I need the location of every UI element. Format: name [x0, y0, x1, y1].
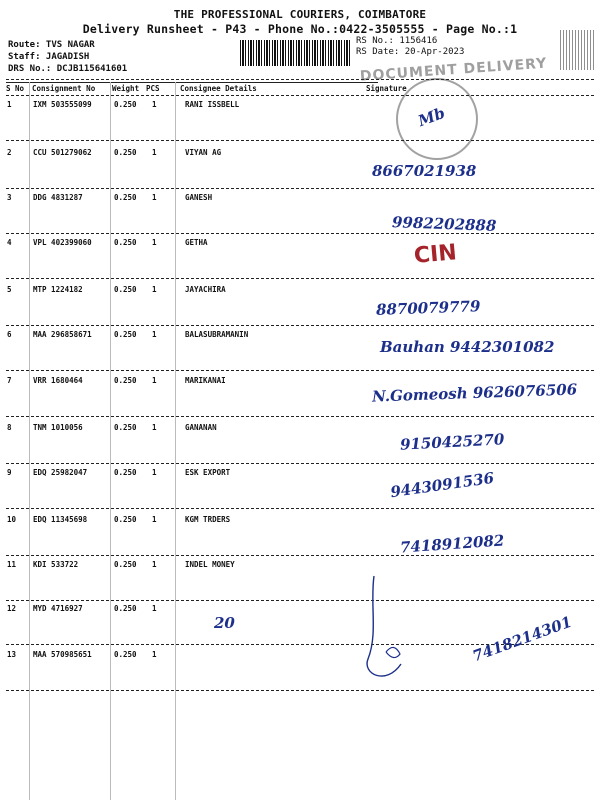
table-row: [0, 423, 600, 469]
col-consignment-header: Consignment No: [32, 84, 96, 93]
row-signature-note: 20: [214, 614, 235, 632]
row-signature-note: Mb: [415, 103, 448, 131]
col-weight-header: Weight: [112, 84, 140, 93]
row-signature-note: 9150425270: [399, 430, 505, 454]
row-sno: 9: [7, 468, 12, 477]
corner-barcode-image: [560, 30, 594, 70]
row-signature-note: Bauhan 9442301082: [380, 338, 555, 356]
row-weight: 0.250: [114, 604, 137, 613]
row-divider: [6, 370, 594, 371]
row-signature-note: N.Gomeosh 9626076506: [371, 380, 578, 406]
col-consignee-header: Consignee Details: [180, 84, 257, 93]
table-row: [0, 330, 600, 376]
row-weight: 0.250: [114, 376, 137, 385]
row-pcs: 1: [152, 376, 157, 385]
table-row: [0, 193, 600, 239]
row-divider: [6, 600, 594, 601]
row-sno: 10: [7, 515, 17, 524]
table-row: [0, 148, 600, 194]
col-pcs-header: PCS: [146, 84, 160, 93]
row-pcs: 1: [152, 560, 157, 569]
row-signature-note: 9982202888: [391, 213, 497, 235]
row-pcs: 1: [152, 100, 157, 109]
barcode-image: [240, 40, 352, 66]
row-consignee: GANESH: [185, 193, 213, 202]
header-rule: [6, 82, 378, 83]
table-row: [0, 515, 600, 561]
row-pcs: 1: [152, 193, 157, 202]
row-signature-note: 8870079779: [375, 297, 481, 319]
row-consignment: MAA 296858671: [33, 330, 92, 339]
row-consignment: EDQ 11345698: [33, 515, 88, 524]
row-consignee: JAYACHIRA: [185, 285, 226, 294]
row-consignee: KGM TRDERS: [185, 515, 231, 524]
row-signature-note: 7418912082: [399, 531, 505, 557]
table-row: [0, 100, 600, 146]
rs-date: RS Date: 20-Apr-2023: [356, 47, 465, 57]
row-sno: 13: [7, 650, 17, 659]
row-divider: [6, 508, 594, 509]
row-divider: [6, 188, 594, 189]
row-weight: 0.250: [114, 423, 137, 432]
row-divider: [6, 233, 594, 234]
staff-label: Staff: JAGADISH: [8, 52, 90, 62]
row-sno: 1: [7, 100, 12, 109]
row-pcs: 1: [152, 330, 157, 339]
row-consignment: IXM 503555099: [33, 100, 92, 109]
row-consignee: VIYAN AG: [185, 148, 222, 157]
row-pcs: 1: [152, 423, 157, 432]
col-signature-header: Signature: [366, 84, 407, 93]
row-consignee: GANANAN: [185, 423, 217, 432]
row-consignment: VPL 402399060: [33, 238, 92, 247]
row-sno: 8: [7, 423, 12, 432]
row-consignee: GETHA: [185, 238, 208, 247]
rs-number: RS No.: 1156416: [356, 36, 438, 46]
row-weight: 0.250: [114, 100, 137, 109]
row-consignee: ESK EXPORT: [185, 468, 231, 477]
row-weight: 0.250: [114, 148, 137, 157]
row-consignment: MYD 4716927: [33, 604, 83, 613]
table-row: [0, 376, 600, 422]
row-pcs: 1: [152, 650, 157, 659]
row-divider: [6, 416, 594, 417]
row-divider: [6, 555, 594, 556]
row-pcs: 1: [152, 515, 157, 524]
row-pcs: 1: [152, 285, 157, 294]
route-label: Route: TVS NAGAR: [8, 40, 95, 50]
row-weight: 0.250: [114, 238, 137, 247]
row-consignment: KDI 533722: [33, 560, 79, 569]
row-signature-note: 7418214301: [470, 612, 575, 666]
row-weight: 0.250: [114, 330, 137, 339]
table-row: [0, 285, 600, 331]
delivery-stamp: DOCUMENT DELIVERY: [359, 55, 548, 85]
col-sno-header: S No: [6, 84, 25, 93]
row-weight: 0.250: [114, 193, 137, 202]
row-consignment: TNM 1010056: [33, 423, 83, 432]
row-consignment: EDQ 25982047: [33, 468, 88, 477]
row-weight: 0.250: [114, 560, 137, 569]
row-consignment: CCU 501279062: [33, 148, 92, 157]
row-sno: 6: [7, 330, 12, 339]
row-pcs: 1: [152, 148, 157, 157]
table-row: [0, 238, 600, 284]
row-divider: [6, 140, 594, 141]
row-sno: 11: [7, 560, 17, 569]
row-consignee: BALASUBRAMANIN: [185, 330, 249, 339]
row-divider: [6, 463, 594, 464]
row-consignee: RANI ISSBELL: [185, 100, 240, 109]
row-sno: 5: [7, 285, 12, 294]
row-sno: 7: [7, 376, 12, 385]
drs-number: DRS No.: DCJB115641601: [8, 64, 128, 74]
row-weight: 0.250: [114, 468, 137, 477]
row-divider: [6, 690, 594, 691]
row-weight: 0.250: [114, 650, 137, 659]
row-consignee: INDEL MONEY: [185, 560, 235, 569]
row-consignment: DDG 4831287: [33, 193, 83, 202]
row-pcs: 1: [152, 468, 157, 477]
row-signature-note: 8667021938: [372, 162, 477, 180]
header-divider-bottom: [6, 95, 594, 96]
row-divider: [6, 278, 594, 279]
row-consignment: VRR 1680464: [33, 376, 83, 385]
row-sno: 4: [7, 238, 12, 247]
row-sno: 2: [7, 148, 12, 157]
row-consignment: MAA 570985651: [33, 650, 92, 659]
row-consignment: MTP 1224182: [33, 285, 83, 294]
row-signature-note: 9443091536: [389, 468, 496, 502]
row-weight: 0.250: [114, 515, 137, 524]
table-row: [0, 560, 600, 606]
row-divider: [6, 325, 594, 326]
row-sno: 12: [7, 604, 17, 613]
row-sno: 3: [7, 193, 12, 202]
runsheet-subtitle: Delivery Runsheet - P43 - Phone No.:0422-3505555 - Page No.:1: [82, 22, 518, 36]
row-consignee: MARIKANAI: [185, 376, 226, 385]
table-row: [0, 468, 600, 514]
company-title: THE PROFESSIONAL COURIERS, COIMBATORE: [173, 8, 427, 21]
row-pcs: 1: [152, 238, 157, 247]
row-weight: 0.250: [114, 285, 137, 294]
row-pcs: 1: [152, 604, 157, 613]
header-divider-top: [6, 79, 594, 80]
row-signature-note: CIN: [412, 240, 458, 269]
